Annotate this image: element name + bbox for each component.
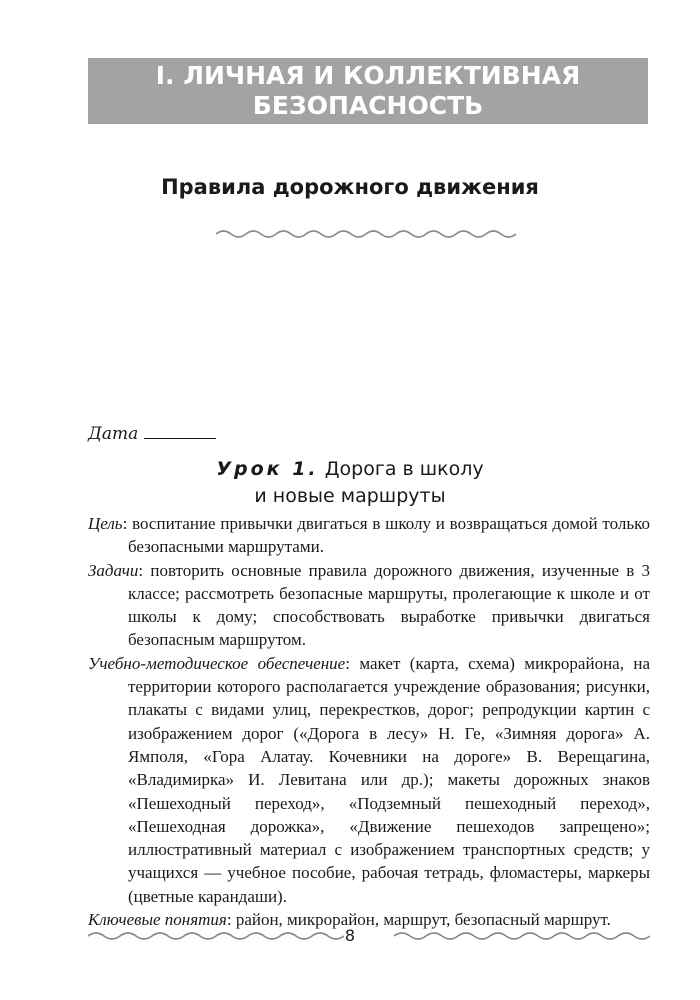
- wave-divider-footer-right: [394, 929, 650, 943]
- wave-line: [394, 933, 650, 939]
- page-number: 8: [344, 926, 356, 945]
- lesson-title: [0, 456, 700, 510]
- chapter-title-line-1: I. ЛИЧНАЯ И КОЛЛЕКТИВНАЯ: [155, 61, 581, 90]
- materials-paragraph: Учебно-методическое обеспечение: макет (карта, схема) микрорайона, на территории которого располагается учреждение образования; рисунки, плакаты с видами улиц, перекрестков, дорог; репродукции картин с изображением дорог («Дорога в лесу» Н. Ге, «Зимняя дорога» А. Ямполя, «Гора Алатау. Кочевники на дороге» В. Верещагина, «Владимирка» И. Левитана или др.); макеты дорожных знаков «Пешеходный переход», «Подземный пешеходный переход», «Пешеходная дорожка», «Движение пешеходов запрещено»; иллюстративный материал с изображением транспортных средств; у учащихся — учебное пособие, рабочая тетрадь, фломастеры, маркеры (цветные карандаши).: [88, 653, 651, 906]
- lesson-body: [88, 512, 650, 931]
- section-title: Правила дорожного движения: [161, 175, 539, 199]
- concepts-paragraph: Ключевые понятия: район, микрорайон, маршрут, безопасный маршрут.: [88, 910, 611, 930]
- date-label: Дата: [88, 424, 139, 444]
- lesson-title-line-1: Дорога в школу: [324, 458, 484, 480]
- tasks-paragraph: Задачи: повторить основные правила дорожного движения, изученные в 3 классе; рассмотреть безопасные маршруты, пролегающие к школе и от школы к дому; способствовать выработке привычки двигаться безопасным маршрутом.: [88, 560, 650, 650]
- wave-line: [216, 231, 516, 237]
- concepts-label: Ключевые понятия: [88, 910, 227, 930]
- date-blank-field: [144, 424, 216, 439]
- materials-text: макет (карта, схема) микрорайона, на территории которого располагается учреждение образования; рисунки, плакаты с видами улиц, перекрестков, дорог; репродукции картин с изображением дорог («Дорога в лесу» Н. Ге, «Зимняя дорога» А. Ямполя, «Гора Алатау. Кочевники на дороге» В. Верещагина, «Владимирка» И. Левитана или др.); макеты дорожных знаков «Пешеходный переход», «Подземный пешеходный переход», «Пешеходная дорожка», «Движение пешеходов запрещено»; иллюстративный материал с изображением транспортных средств; у учащихся — учебное пособие, рабочая тетрадь, фломастеры, маркеры (цветные карандаши).: [128, 653, 651, 906]
- concepts-text: район, микрорайон, маршрут, безопасный маршрут.: [235, 910, 611, 930]
- goal-text: воспитание привычки двигаться в школу и возвращаться домой только безопасными маршрутами.: [128, 514, 650, 557]
- goal-label: Цель: [88, 514, 123, 533]
- chapter-title-line-2: БЕЗОПАСНОСТЬ: [252, 91, 484, 120]
- wave-divider-top: [216, 227, 518, 241]
- goal-paragraph: Цель: воспитание привычки двигаться в школу и возвращаться домой только безопасными маршрутами.: [88, 514, 650, 557]
- tasks-text: повторить основные правила дорожного движения, изученные в 3 классе; рассмотреть безопасные маршруты, пролегающие к школе и от школы к дому; способствовать выработке привычки двигаться безопасным маршрутом.: [128, 560, 650, 650]
- lesson-number: Урок 1.: [216, 458, 319, 480]
- materials-label: Учебно-методическое обеспечение: [88, 653, 346, 673]
- date-line: [88, 424, 216, 444]
- lesson-title-line-2: и новые маршруты: [254, 485, 446, 507]
- tasks-label: Задачи: [88, 560, 139, 580]
- chapter-banner: [88, 58, 648, 124]
